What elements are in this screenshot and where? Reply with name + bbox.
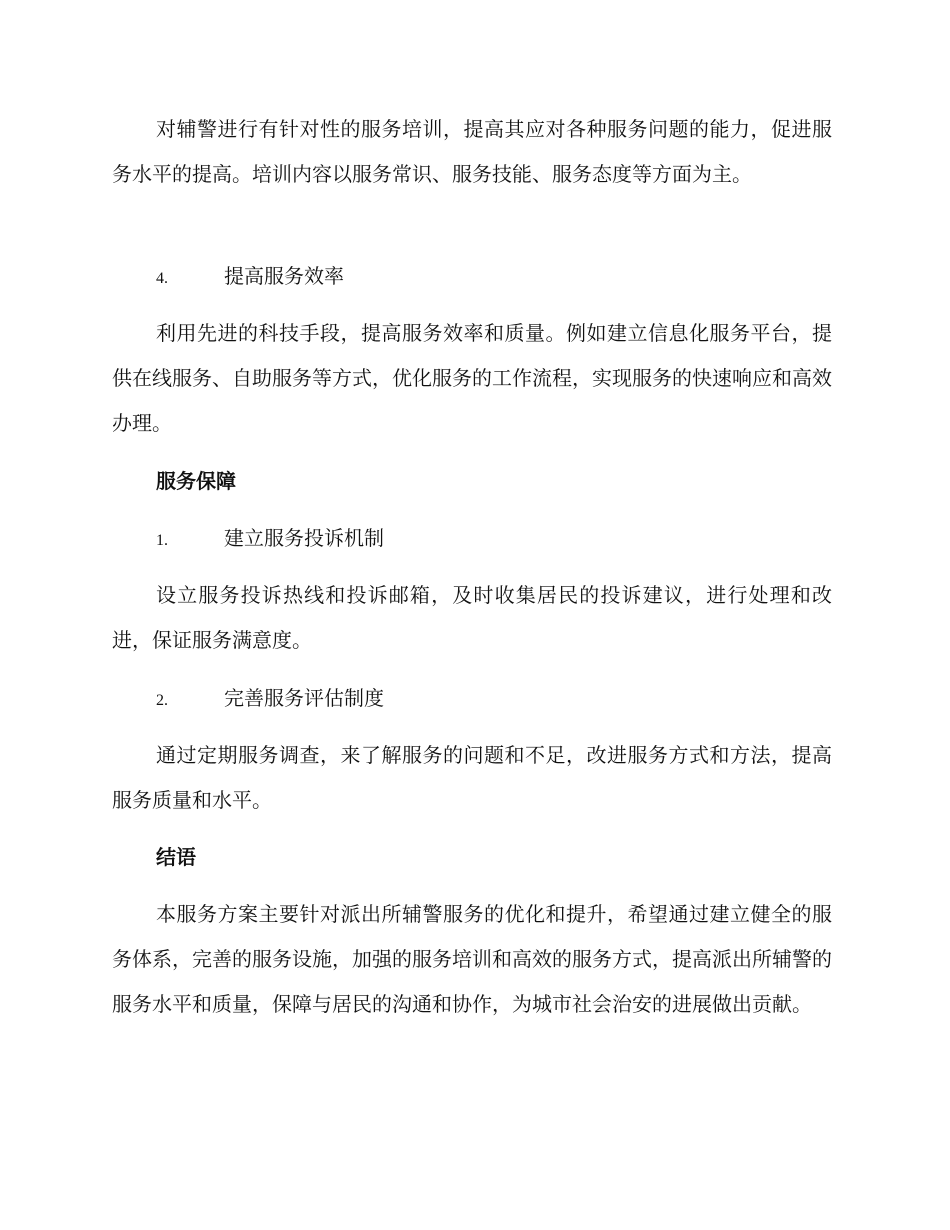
paragraph-efficiency: 利用先进的科技手段，提高服务效率和质量。例如建立信息化服务平台，提供在线服务、自助服务等方式，优化服务的工作流程，实现服务的快速响应和高效办理。 [112, 321, 832, 435]
list-label: 完善服务评估制度 [224, 686, 384, 710]
paragraph-conclusion: 本服务方案主要针对派出所辅警服务的优化和提升，希望通过建立健全的服务体系，完善的服务设施，加强的服务培训和高效的服务方式，提高派出所辅警的服务水平和质量，保障与居民的沟通和协作，为城市社会治安的进展做出贡献。 [112, 902, 832, 1016]
heading-conclusion: 结语 [156, 845, 196, 869]
list-item-evaluation-system [156, 676, 384, 721]
paragraph-complaint: 设立服务投诉热线和投诉邮箱，及时收集居民的投诉建议，进行处理和改进，保证服务满意度。 [112, 583, 832, 652]
list-item-complaint-mechanism [156, 516, 384, 561]
list-label: 提高服务效率 [224, 264, 344, 288]
list-number: 4. [156, 270, 168, 287]
paragraph-training: 对辅警进行有针对性的服务培训，提高其应对各种服务问题的能力，促进服务水平的提高。培训内容以服务常识、服务技能、服务态度等方面为主。 [112, 117, 832, 186]
paragraph-evaluation: 通过定期服务调查，来了解服务的问题和不足，改进服务方式和方法，提高服务质量和水平。 [112, 743, 832, 812]
list-label: 建立服务投诉机制 [224, 526, 384, 550]
list-number: 2. [156, 692, 168, 709]
list-item-improve-efficiency [156, 254, 344, 299]
heading-service-guarantee: 服务保障 [156, 469, 236, 493]
list-number: 1. [156, 532, 168, 549]
